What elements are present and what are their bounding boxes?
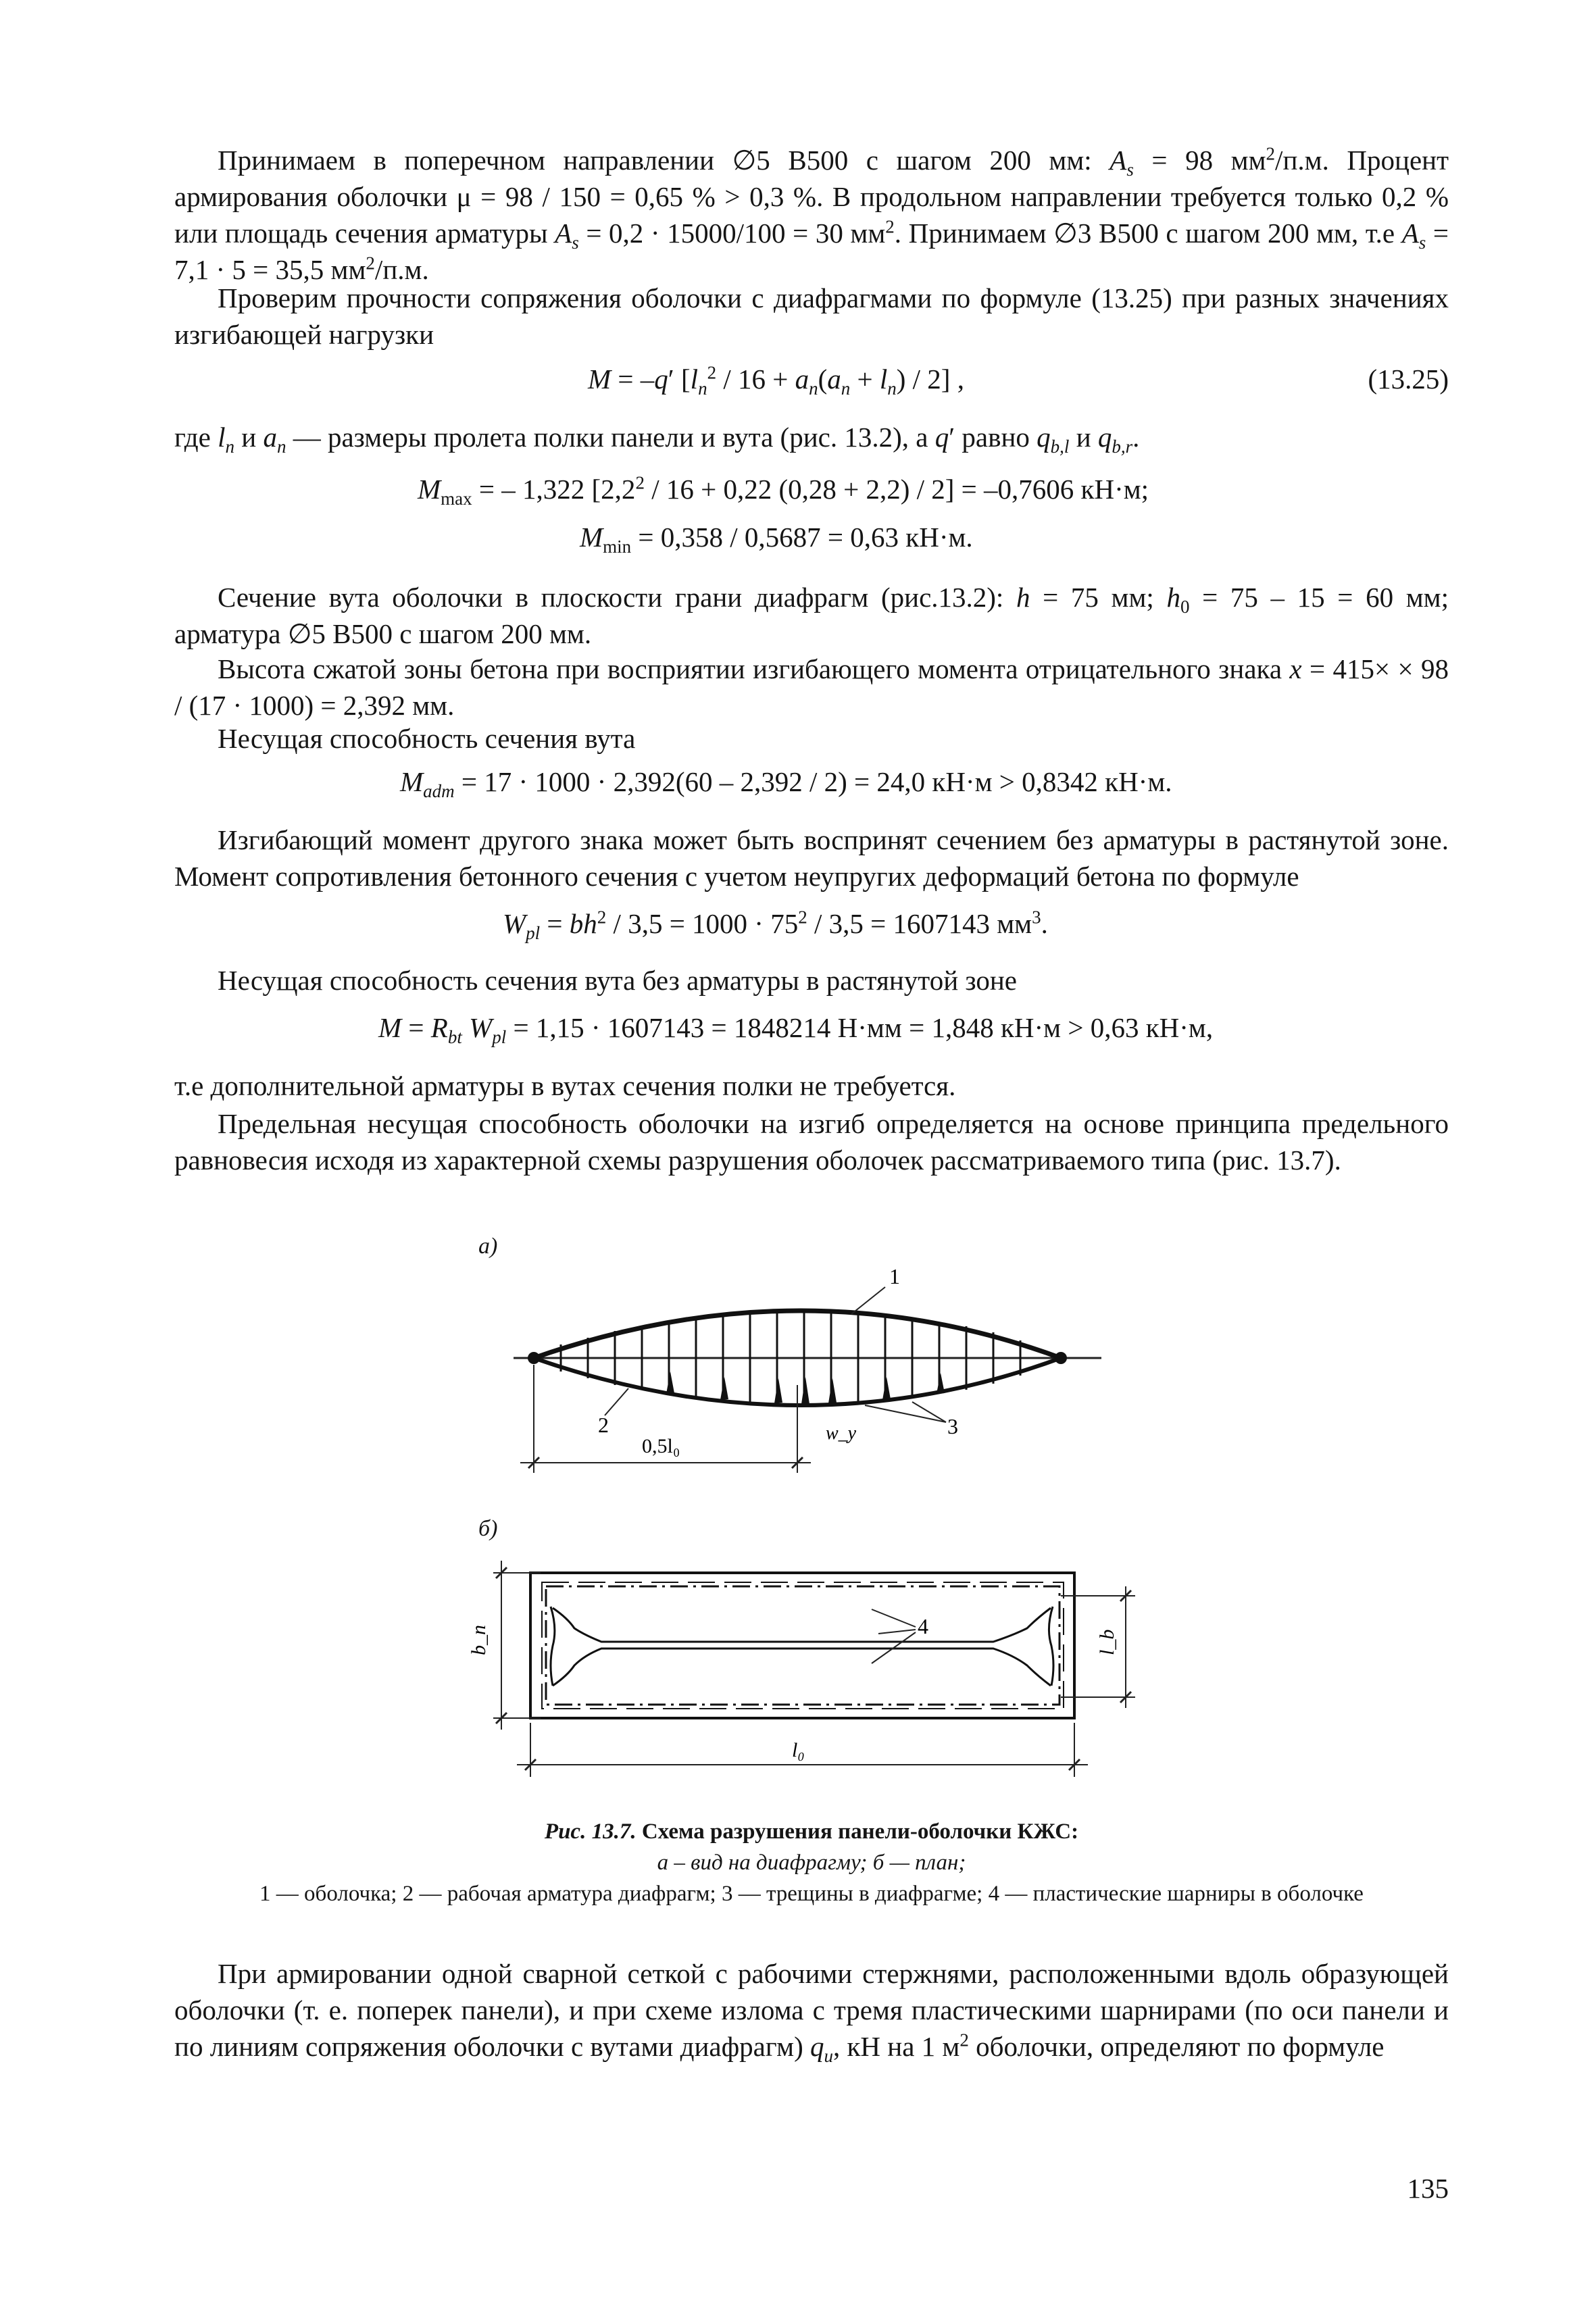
- formula-w-pl: $W_{pl} = bh^2 / 3,5 = 1000 \cdot 75^2 / 3,5 = 1607143$ $мм^3$.: [503, 907, 1048, 944]
- formula-m-max: $M_{max}$ = – 1,322 [$2,2^2 / 16 + 0,22$ (0,28 + 2,2) / 2] = –0,7606 кН·м;: [418, 472, 1149, 509]
- caption-title: [174, 1816, 1449, 1847]
- paragraph-where: где $l_n$ и $a_n$ — размеры пролета полки панели и вута (рис. 13.2), а q′ равно $q_{b,l}$ и $q_{b,r}$.: [174, 422, 1140, 457]
- paragraph-conclusion: т.е дополнительной арматуры в вутах сечения полки не требуется.: [174, 1070, 956, 1101]
- formula-13-25: M = –q′ $[l_n^2 / 16 + a_n(a_n + l_n) / 2]$ ,: [588, 362, 964, 399]
- dim-l0: l₀: [792, 1739, 805, 1761]
- figure-a-diaphragm-view: [514, 1257, 1122, 1500]
- formula-m-rbt: $M = R_{bt}$ $W_{pl} = 1,15 \cdot 1607143 = 1848214$ Н·мм = 1,848 кН·м > 0,63 кН·м,: [378, 1012, 1214, 1048]
- paragraph-compression-zone: Высота сжатой зоны бетона при восприятии изгибающего момента отрицательного знака x = 415× × 98 / (17 · 1000) = 2,392 мм.: [174, 653, 1449, 721]
- caption-line-legend: 1 — оболочка; 2 — рабочая арматура диафрагм; 3 — трещины в диафрагме; 4 — пластические шарниры в оболочке: [259, 1882, 1364, 1906]
- paragraph-other-sign: Изгибающий момент другого знака может быть воспринят сечением без арматуры в растянутой зоне. Момент сопротивления бетонного сечения с учетом неупругих деформаций бетона по формуле: [174, 824, 1449, 892]
- dim-deflection: w_y: [826, 1423, 857, 1444]
- paragraph-check-strength: Проверим прочности сопряжения оболочки с диафрагмами по формуле (13.25) при разных значениях изгибающей нагрузки: [174, 282, 1449, 350]
- callout-1: 1: [889, 1264, 900, 1288]
- paragraph-capacity-no-rebar: Несущая способность сечения вута без арматуры в растянутой зоне: [218, 965, 1017, 996]
- formula-m-adm: $M_{adm} = 17 \cdot 1000 \cdot 2,392(60 - 2,392 / 2) = 24,0$ кН·м > 0,8342 кН·м.: [400, 766, 1172, 802]
- callout-4: 4: [918, 1614, 928, 1638]
- caption-title-text: Схема разрушения панели-оболочки КЖС:: [641, 1819, 1079, 1844]
- dim-bn: b_n: [468, 1625, 490, 1655]
- caption-prefix: Рис. 13.7.: [544, 1819, 637, 1844]
- paragraph-capacity: Несущая способность сечения вута: [218, 723, 636, 754]
- formula-m-min: $M_{min} = 0,358 / 0,5687 = 0,63$ кН·м.: [580, 522, 973, 557]
- callout-2: 2: [598, 1413, 609, 1437]
- paragraph-welded-mesh: При армировании одной сварной сеткой с рабочими стержнями, расположенными вдоль образующей оболочки (т. е. поперек панели), и при схеме излома с тремя пластическими шарнирами (по оси панели и по линиям сопряжения оболочки с вутами диафрагм) $q_u$, кН на 1 $м^2$ оболочки, определяют по формуле: [174, 1958, 1449, 2067]
- figure-b-plan: [466, 1554, 1162, 1797]
- paragraph-section: Сечение вута оболочки в плоскости грани диафрагм (рис.13.2): h = 75 мм; $h_0 = 75 - 15 = 60$ мм; арматура ∅5 В500 с шагом 200 мм.: [174, 582, 1449, 649]
- figure-label-a: а): [478, 1234, 498, 1259]
- page-number: 135: [1407, 2173, 1449, 2204]
- figure-caption: [174, 1816, 1449, 1909]
- dim-half-span: 0,5l₀: [642, 1435, 680, 1457]
- paragraph-limit-capacity: Предельная несущая способность оболочки на изгиб определяется на основе принципа предельного равновесия исходя из характерной схемы разрушения оболочек рассматриваемого типа (рис. 13.7).: [174, 1108, 1449, 1176]
- figure-label-b: б): [478, 1516, 498, 1541]
- callout-3: 3: [947, 1414, 958, 1438]
- formula-number: (13.25): [1368, 363, 1449, 395]
- caption-line-views: а – вид на диафрагму; б — план;: [657, 1851, 966, 1875]
- paragraph-reinforcement: Принимаем в поперечном направлении ∅5 В500 с шагом 200 мм: $A_s = 98$ $мм^2/п.м$. Процент армирования оболочки μ = 98 / 150 = 0,65 % > 0,3 %. В продольном направлении требуется только 0,2 % или площадь сечения арматуры $A_s = 0,2 \cdot 15000/100 = 30$ $мм^2$. Принимаем ∅3 В500 с шагом 200 мм, т.е $A_s = 7,1 \cdot 5 = 35,5$ $мм^2/п.м$.: [174, 143, 1449, 285]
- dim-lb: l_b: [1096, 1629, 1118, 1655]
